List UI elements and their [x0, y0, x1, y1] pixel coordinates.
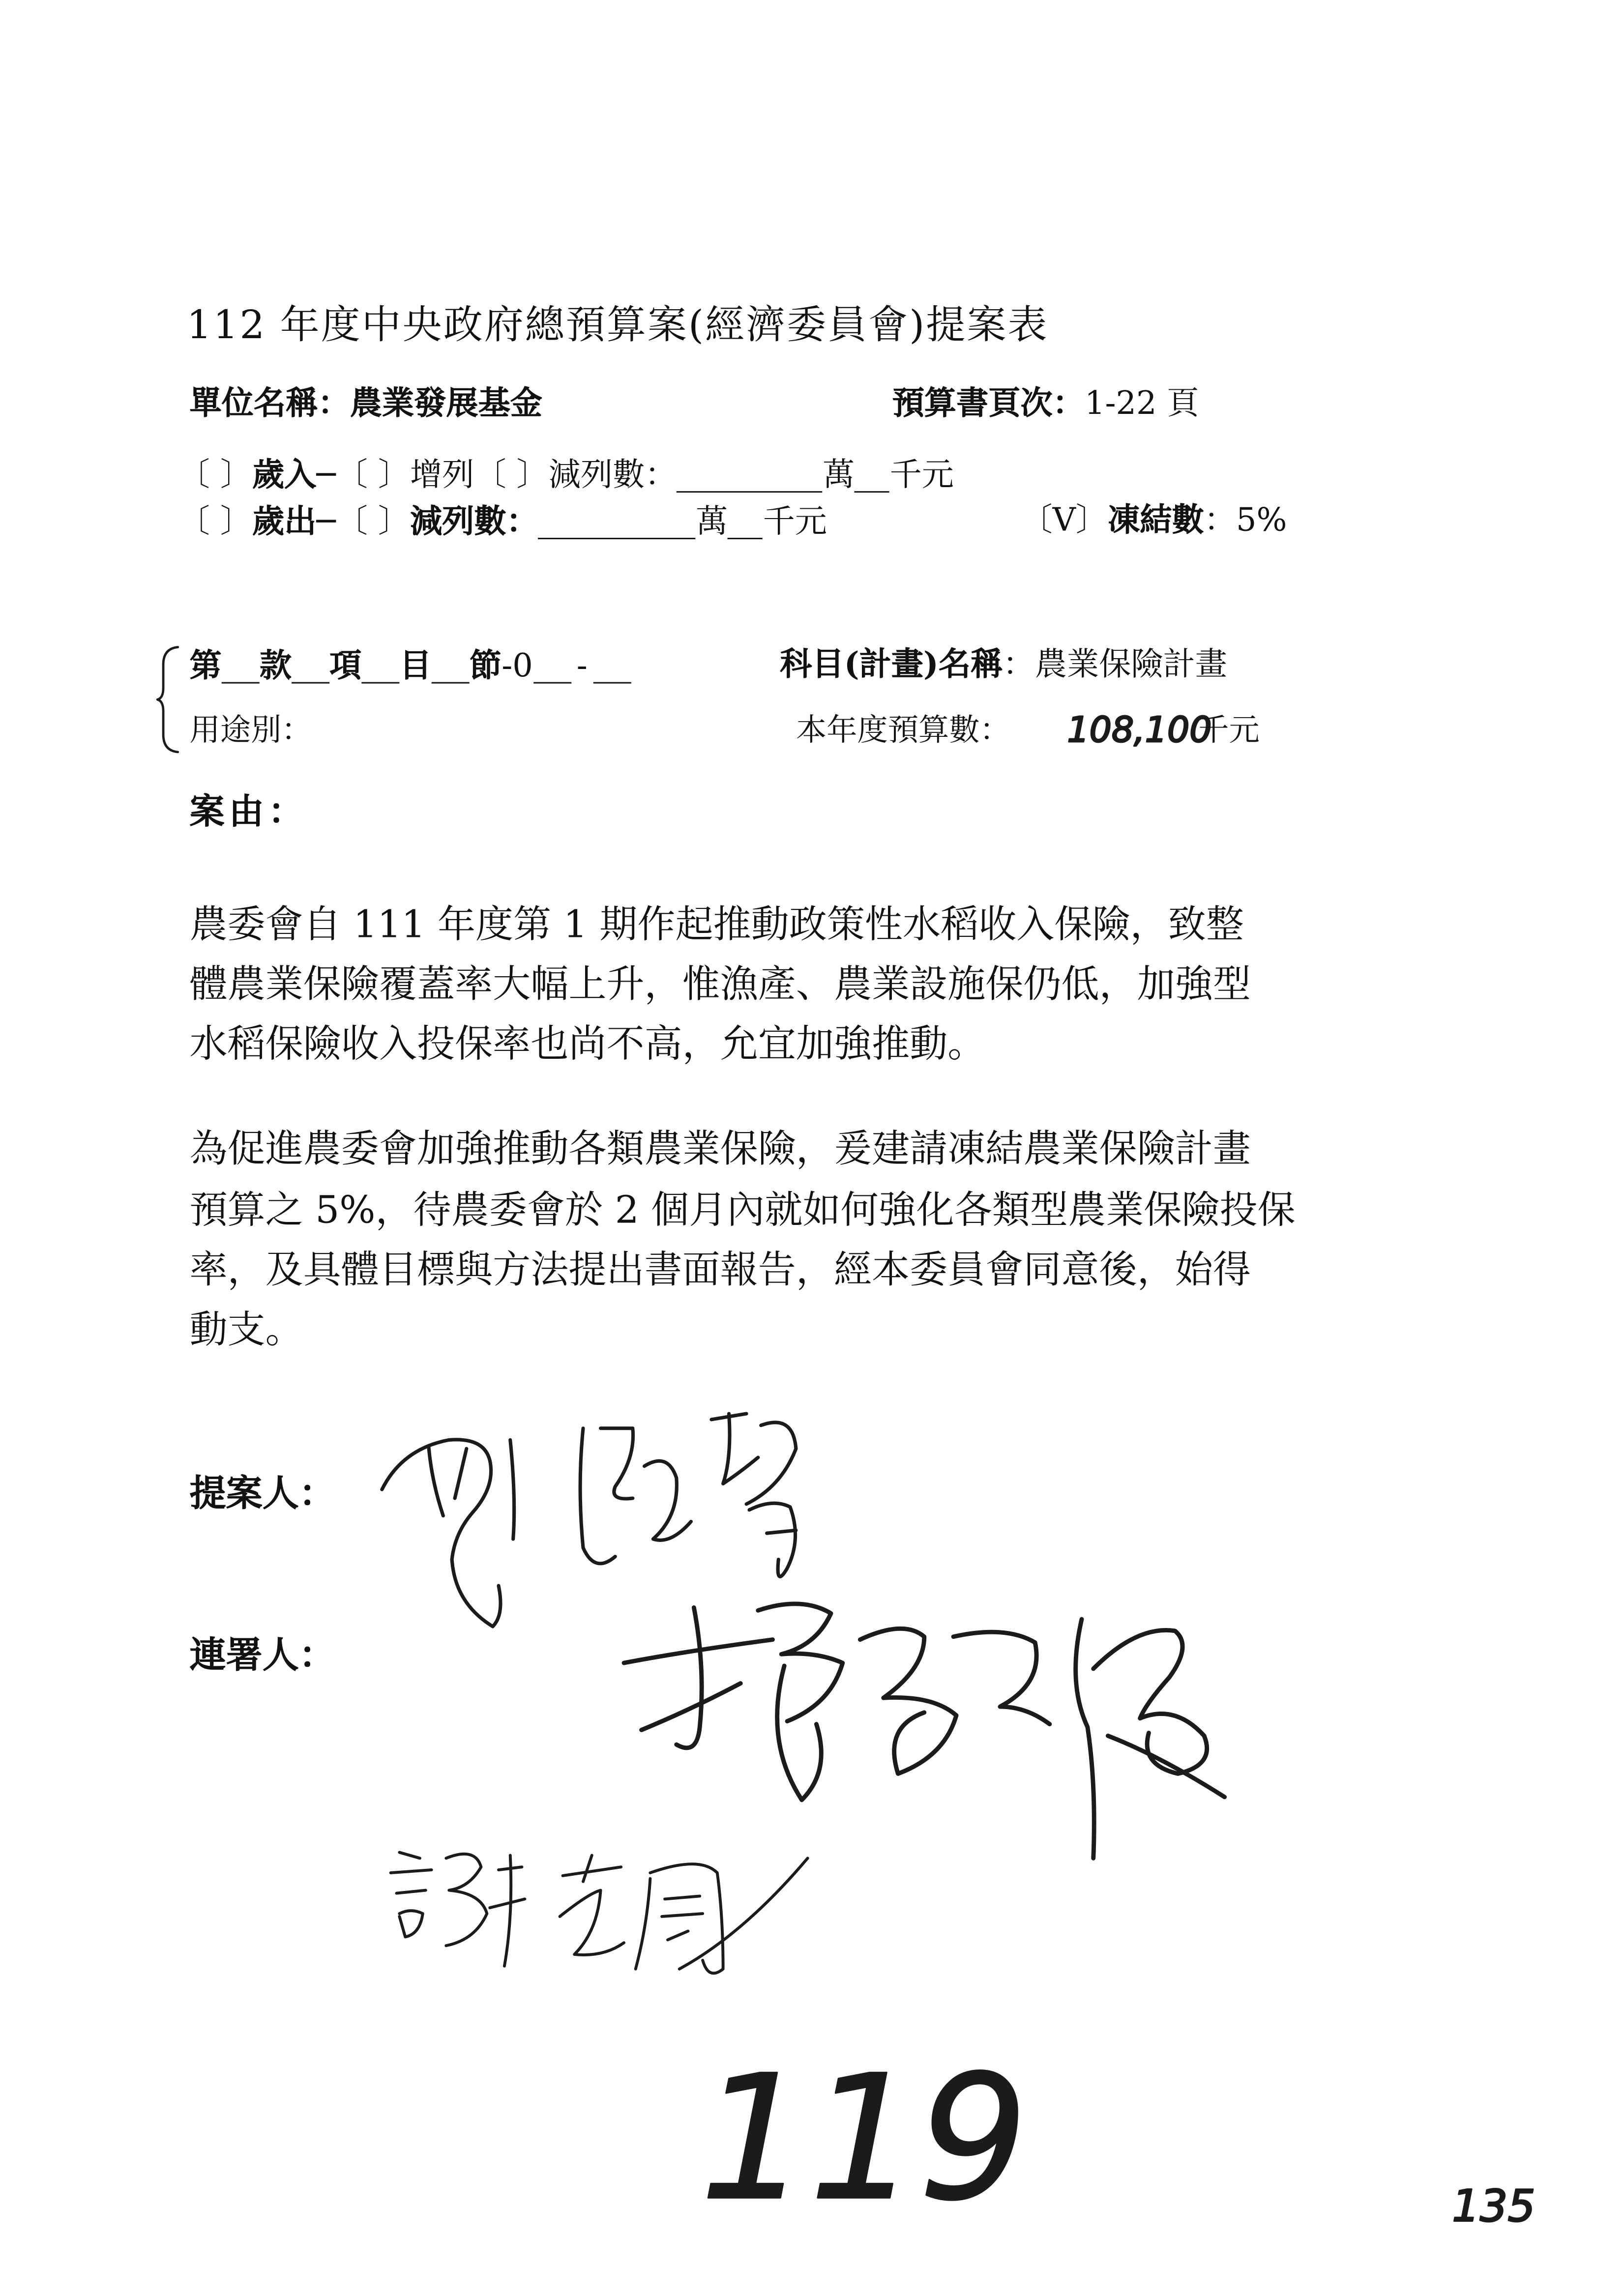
expenditure-dash: ─ [316, 504, 336, 541]
revenue-qian-blank [855, 458, 889, 493]
mu-blank [361, 648, 399, 683]
jie-label: 節 [469, 647, 502, 685]
revenue-bracket: 〔 〕 [177, 458, 252, 494]
freeze-label: 凍結數 [1108, 501, 1204, 540]
subject-label: 科目(計畫)名稱 [780, 645, 1003, 684]
svg-text:119: 119 [700, 2038, 1028, 2239]
budget-page-value: 1-22 頁 [1085, 386, 1199, 423]
xiang-label: 項 [329, 647, 362, 685]
budget-amount-label: 本年度預算數： [796, 712, 1010, 748]
freeze-row [1020, 501, 1287, 540]
expenditure-bracket: 〔 〕 [177, 504, 252, 541]
proposer-label: 提案人： [189, 1472, 335, 1514]
classification-brace [154, 644, 183, 755]
svg-text:108,100: 108,100 [1067, 709, 1212, 751]
expenditure-wan-label: 萬 [696, 504, 728, 541]
unit-name-label: 單位名稱： [189, 384, 350, 423]
subject-row [780, 645, 1228, 684]
expenditure-label: 歲出 [252, 503, 317, 541]
budget-page-row [892, 384, 1199, 423]
paragraph2-line: 動支。 [189, 1308, 303, 1353]
revenue-dash: ─ [316, 458, 336, 494]
expenditure-qian-blank [728, 504, 763, 539]
handwritten-stamp-number [685, 2038, 1028, 2239]
xiang-blank [292, 648, 329, 683]
revenue-wan-label: 萬 [823, 458, 855, 494]
reason-heading: 案由： [189, 790, 308, 833]
expenditure-qian-label: 千元 [763, 504, 827, 541]
jie-value: -0 [502, 648, 533, 685]
paragraph1-line: 農委會自 111 年度第 1 期作起推動政策性水稻收入保險，致整 [189, 903, 1244, 948]
revenue-decrease-label: 減列數： [548, 458, 677, 494]
expenditure-decrease-label: 減列數： [410, 503, 538, 541]
revenue-label: 歲入 [252, 456, 317, 494]
revenue-wan-blank [677, 458, 823, 493]
decrease-bracket: 〔 〕 [474, 458, 549, 494]
jie-sub-blank-2 [593, 648, 631, 683]
subject-value: ：農業保險計畫 [1003, 647, 1228, 684]
jie-sub-blank-1 [533, 648, 571, 683]
kuan-blank [222, 648, 260, 683]
mu-label: 目 [399, 647, 432, 685]
revenue-qian-label: 千元 [889, 458, 954, 494]
jie-dash: - [576, 648, 588, 685]
budget-amount-unit: 千元 [1198, 712, 1260, 748]
paragraph1-line: 體農業保險覆蓋率大幅上升，惟漁產、農業設施保仍低，加強型 [189, 963, 1251, 1007]
freeze-value: ：5% [1204, 502, 1287, 540]
freeze-bracket: 〔V〕 [1020, 502, 1108, 540]
jie-blank [432, 648, 470, 683]
cosigner-signature-2 [379, 1829, 831, 1989]
revenue-line [178, 458, 954, 493]
expenditure-decrease-bracket: 〔 〕 [335, 504, 410, 541]
classification-line [189, 648, 631, 683]
kuan-label: 款 [259, 647, 292, 685]
unit-name-value: 農業發展基金 [350, 384, 543, 423]
expenditure-wan-blank [538, 504, 696, 539]
unit-name-row [189, 384, 543, 423]
form-title: 112 年度中央政府總預算案(經濟委員會)提案表 [186, 303, 1049, 349]
increase-label: 增列 [410, 458, 474, 494]
increase-bracket: 〔 〕 [335, 458, 410, 494]
paragraph2-line: 率，及具體目標與方法提出書面報告，經本委員會同意後，始得 [189, 1249, 1251, 1293]
usage-label: 用途別： [189, 712, 312, 748]
paragraph2-line: 為促進農委會加強推動各類農業保險，爰建請凍結農業保險計畫 [189, 1128, 1251, 1172]
svg-text:135: 135 [1452, 2180, 1535, 2232]
di-label: 第 [189, 647, 222, 685]
handwritten-page-number [1443, 2169, 1574, 2241]
cosigner-label: 連署人： [189, 1633, 335, 1676]
paragraph1-line: 水稻保險收入投保率也尚不高，允宜加強推動。 [189, 1023, 986, 1067]
budget-page-label: 預算書頁次： [892, 384, 1085, 423]
expenditure-line [178, 504, 827, 539]
paragraph2-line: 預算之 5%，待農委會於 2 個月內就如何強化各類型農業保險投保 [189, 1189, 1296, 1233]
